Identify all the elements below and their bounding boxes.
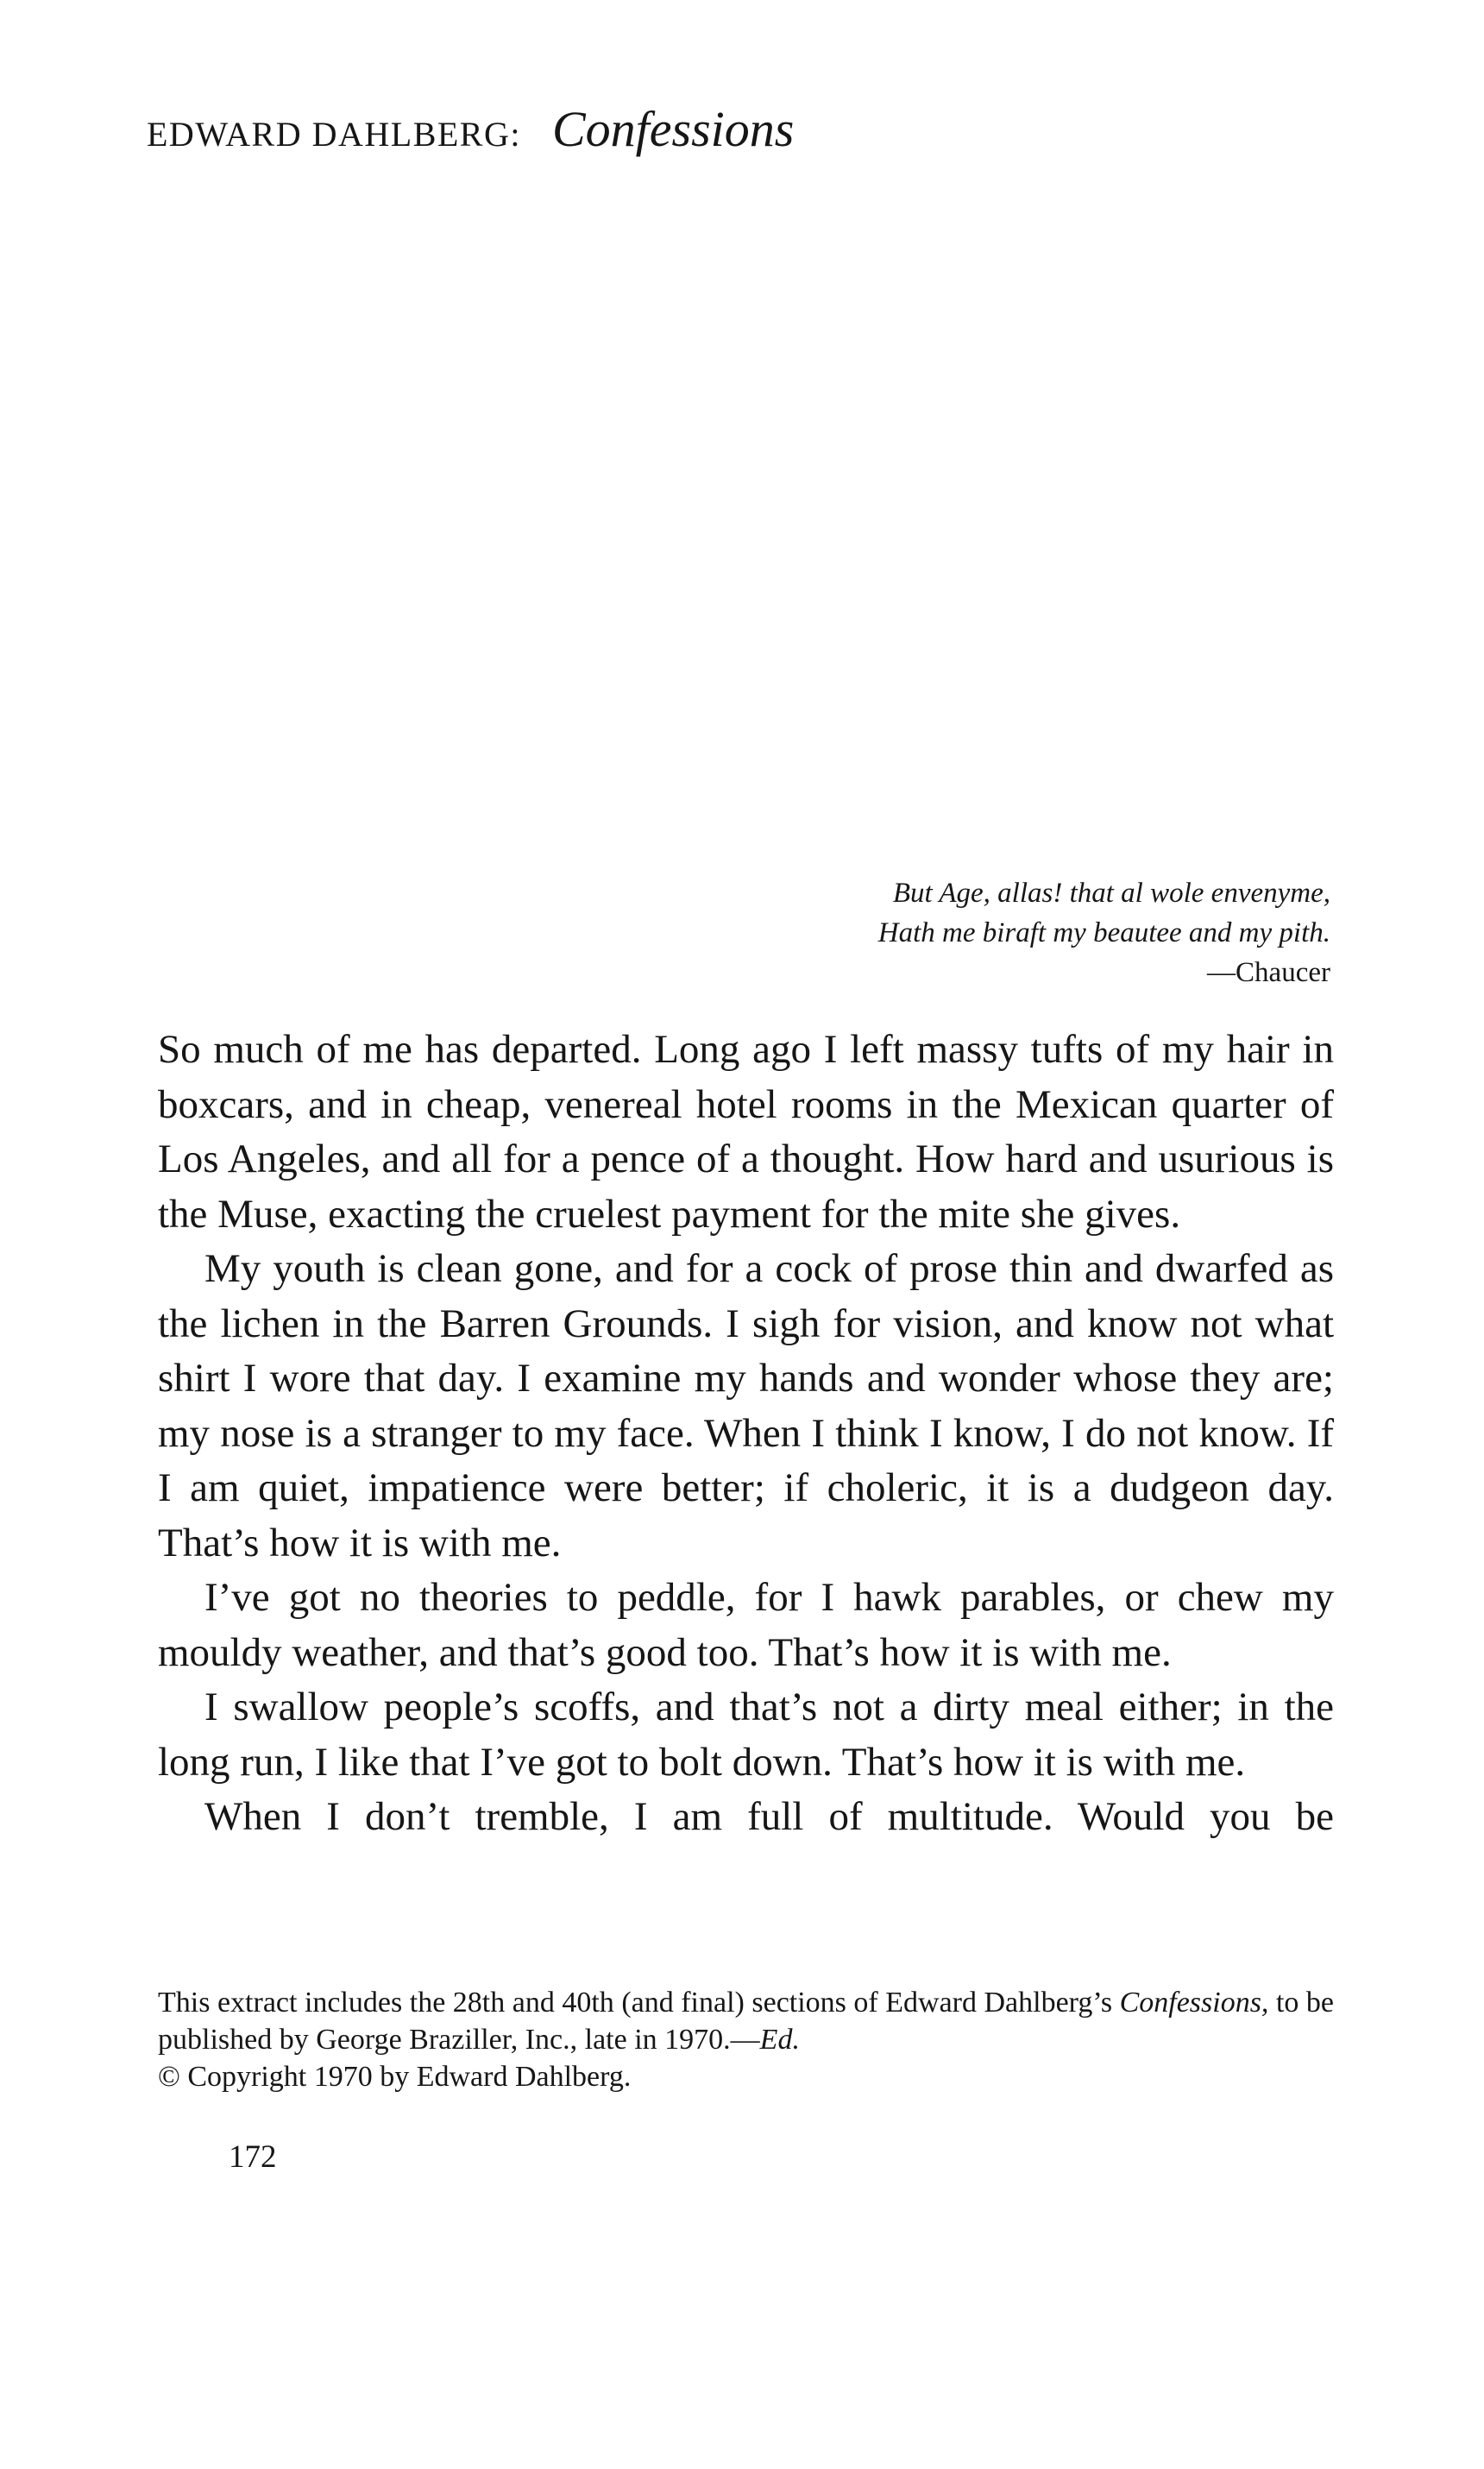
epigraph-line-2: Hath me biraft my beautee and my pith.: [877, 917, 1330, 948]
footnote: [158, 1984, 1334, 2095]
paragraph-4: I swallow people’s scoffs, and that’s not a dirty meal either; in the long run, I like that I’ve got to bolt down. That’s how it is with me.: [158, 1685, 1334, 1785]
paragraph-5: When I don’t tremble, I am full of multitude. Would you be: [204, 1794, 1334, 1839]
paragraph-3: I’ve got no theories to peddle, for I hawk parables, or chew my mouldy weather, and that’s good too. That’s how it is with me.: [158, 1575, 1334, 1675]
footnote-copyright: © Copyright 1970 by Edward Dahlberg.: [158, 2061, 632, 2093]
footnote-text-after: to be published by George Braziller, Inc., late in 1970.—: [158, 1987, 1334, 2056]
body-text: [158, 1023, 1334, 1845]
epigraph-line-1: But Age, allas! that al wole envenyme,: [892, 878, 1330, 909]
epigraph-attribution: —Chaucer: [1207, 957, 1330, 988]
footnote-text-before: This extract includes the 28th and 40th (and final) sections of Edward Dahlberg’s: [158, 1987, 1120, 2019]
paragraph-1: So much of me has departed. Long ago I left massy tufts of my hair in boxcars, and in cheap, venereal hotel rooms in the Mexican quarter of Los Angeles, and all for a pence of a thought. How hard and usurious is the Muse, exacting the cruelest payment for the mite she gives.: [158, 1027, 1334, 1237]
paragraph-2: My youth is clean gone, and for a cock of prose thin and dwarfed as the lichen in the Barren Grounds. I sigh for vision, and know not what shirt I wore that day. I examine my hands and wonder whose they are; my nose is a stranger to my face. When I think I know, I do not know. If I am quiet, impatience were better; if choleric, it is a dudgeon day. That’s how it is with me.: [158, 1246, 1334, 1565]
page-number: 172: [229, 2139, 277, 2175]
running-header: [147, 100, 794, 158]
footnote-italic-ed: Ed.: [759, 2024, 800, 2056]
epigraph: [878, 873, 1330, 992]
footnote-note: [158, 1984, 1334, 2058]
header-title: Confessions: [551, 101, 795, 157]
footnote-italic-title: Confessions,: [1119, 1987, 1269, 2019]
header-author: EDWARD DAHLBERG:: [147, 115, 521, 154]
